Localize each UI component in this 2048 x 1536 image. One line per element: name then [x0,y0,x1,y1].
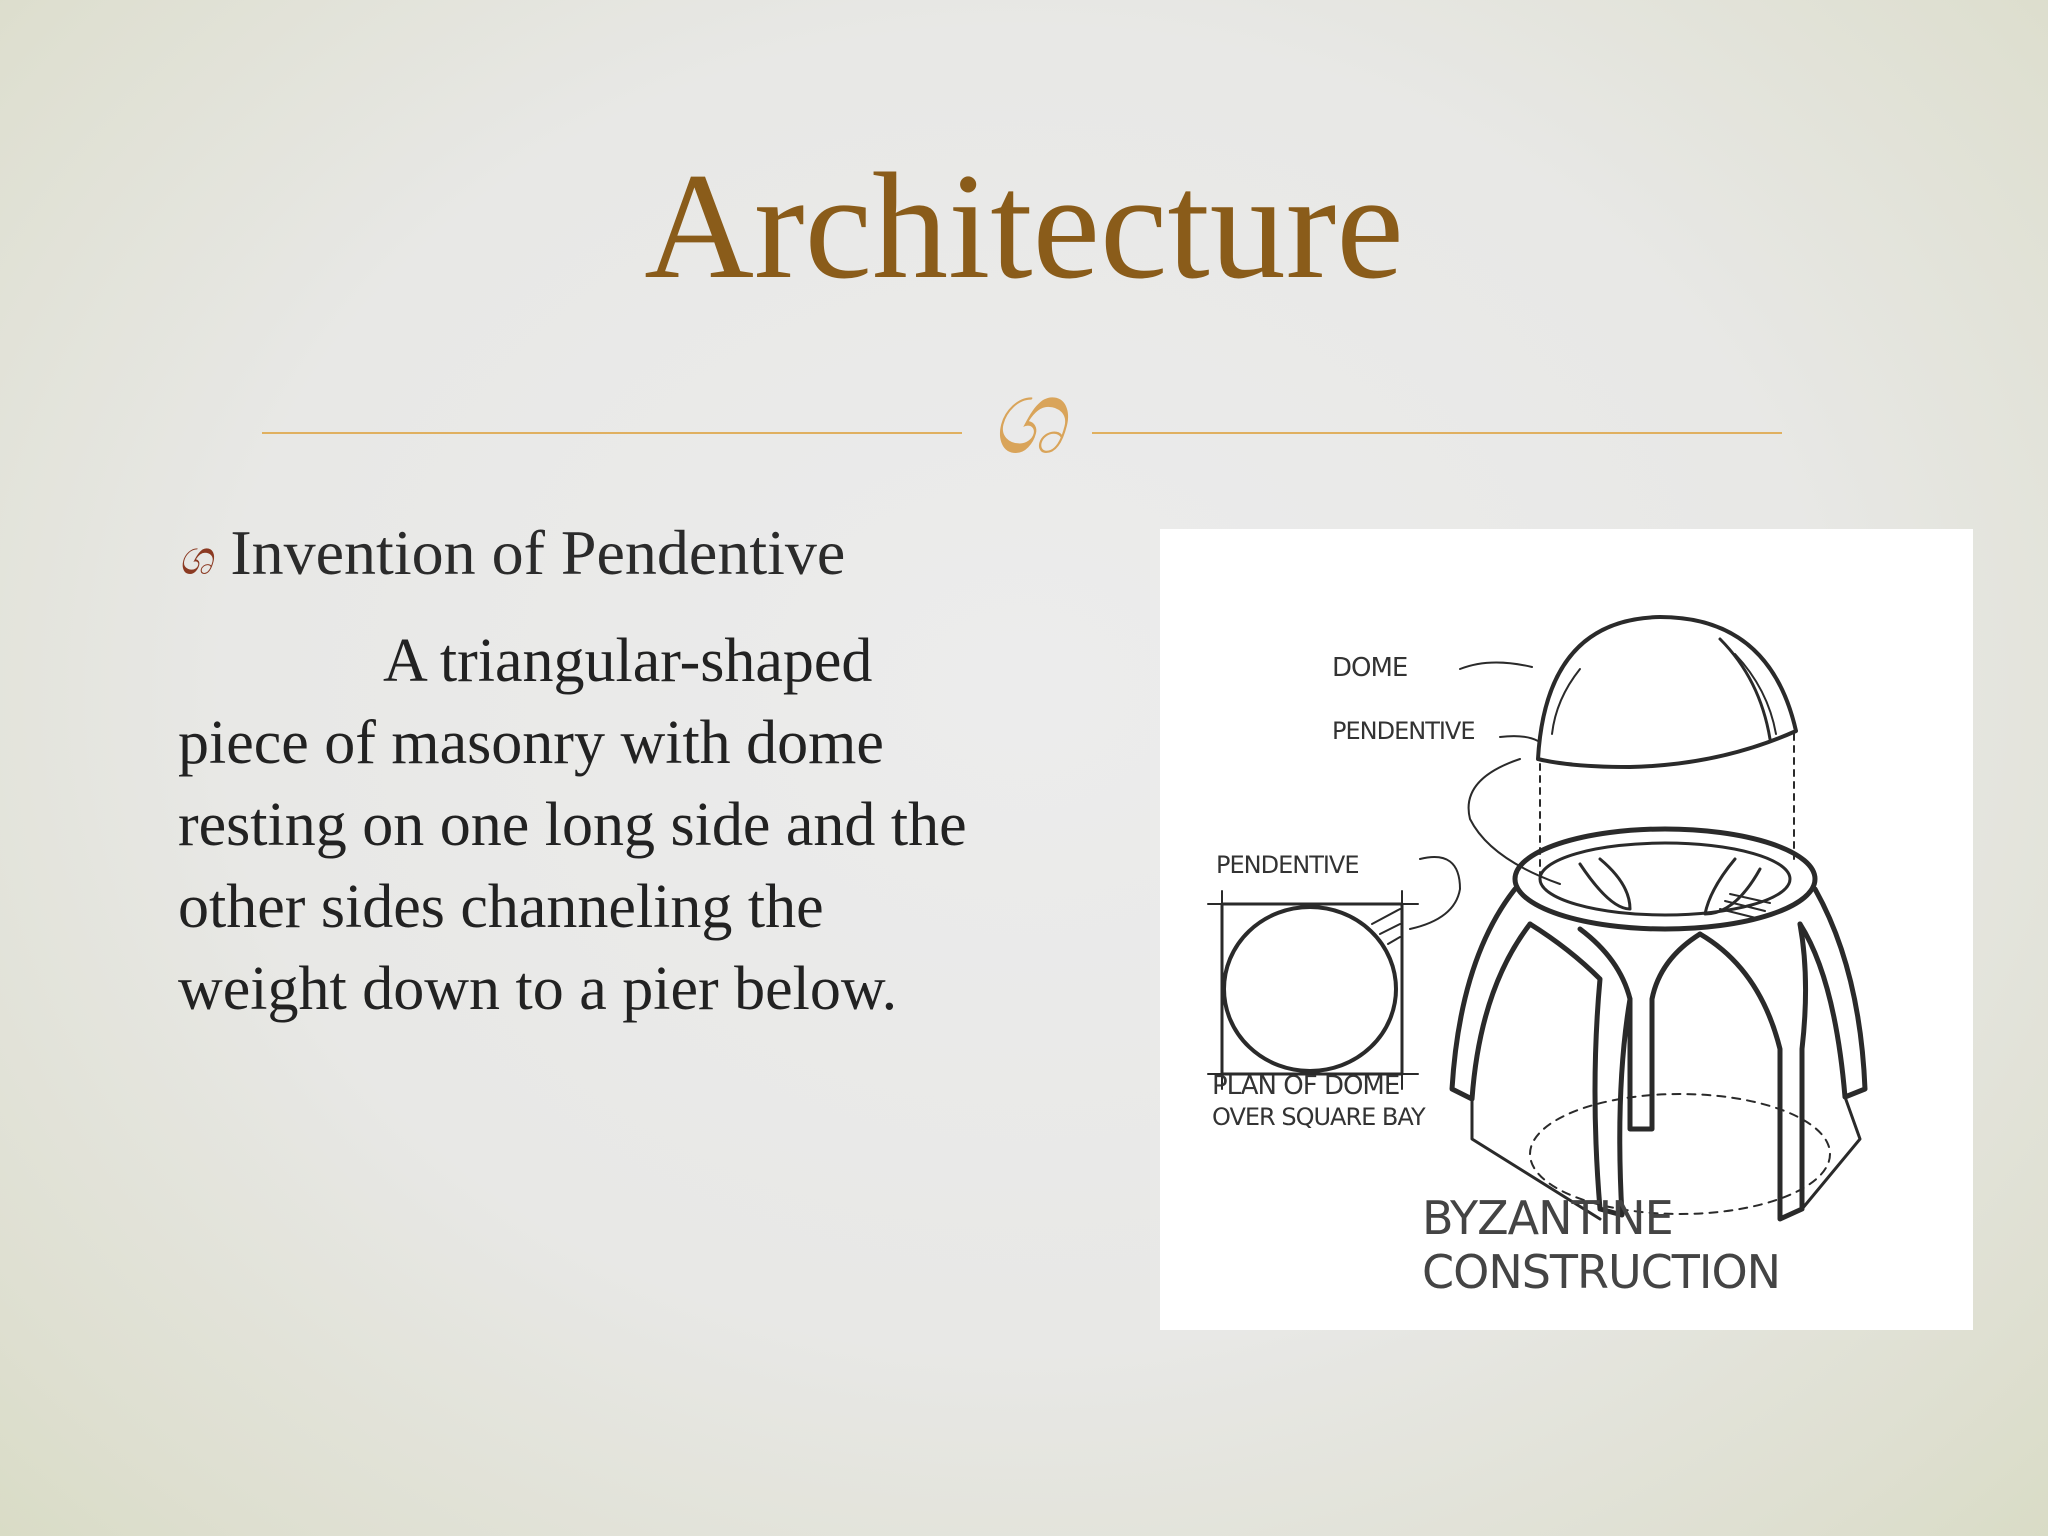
dome-leader [1460,662,1532,669]
label-pendentive-top: PENDENTIVE [1332,717,1475,745]
pendentive-diagram [1160,529,1973,1330]
description [178,620,1158,1030]
plan-circle [1224,907,1396,1071]
description-line: weight down to a pier below. [178,955,898,1023]
label-dome: DOME [1332,653,1408,683]
figure-caption [1422,1191,1780,1299]
label-plan-line1: PLAN OF DOME [1212,1071,1400,1101]
bullet-text: Invention of Pendentive [230,517,846,588]
description-line: other sides channeling the [178,873,824,941]
caption-line1: BYZANTINE [1422,1191,1673,1245]
bullet-item [178,516,845,590]
divider-line-right [1092,432,1782,434]
title-divider [262,361,1782,476]
flourish-icon: ශ [989,361,1065,476]
description-line: piece of masonry with dome [178,709,884,777]
description-line: A triangular-shaped [383,627,873,695]
divider-line-left [262,432,962,434]
bullet-flourish-icon: ශ [178,532,213,585]
caption-line2: CONSTRUCTION [1422,1245,1781,1299]
label-pendentive-plan: PENDENTIVE [1216,851,1359,879]
label-plan-line2: OVER SQUARE BAY [1212,1103,1425,1131]
slide-title: Architecture [644,142,1404,310]
description-line: resting on one long side and the [178,791,967,859]
